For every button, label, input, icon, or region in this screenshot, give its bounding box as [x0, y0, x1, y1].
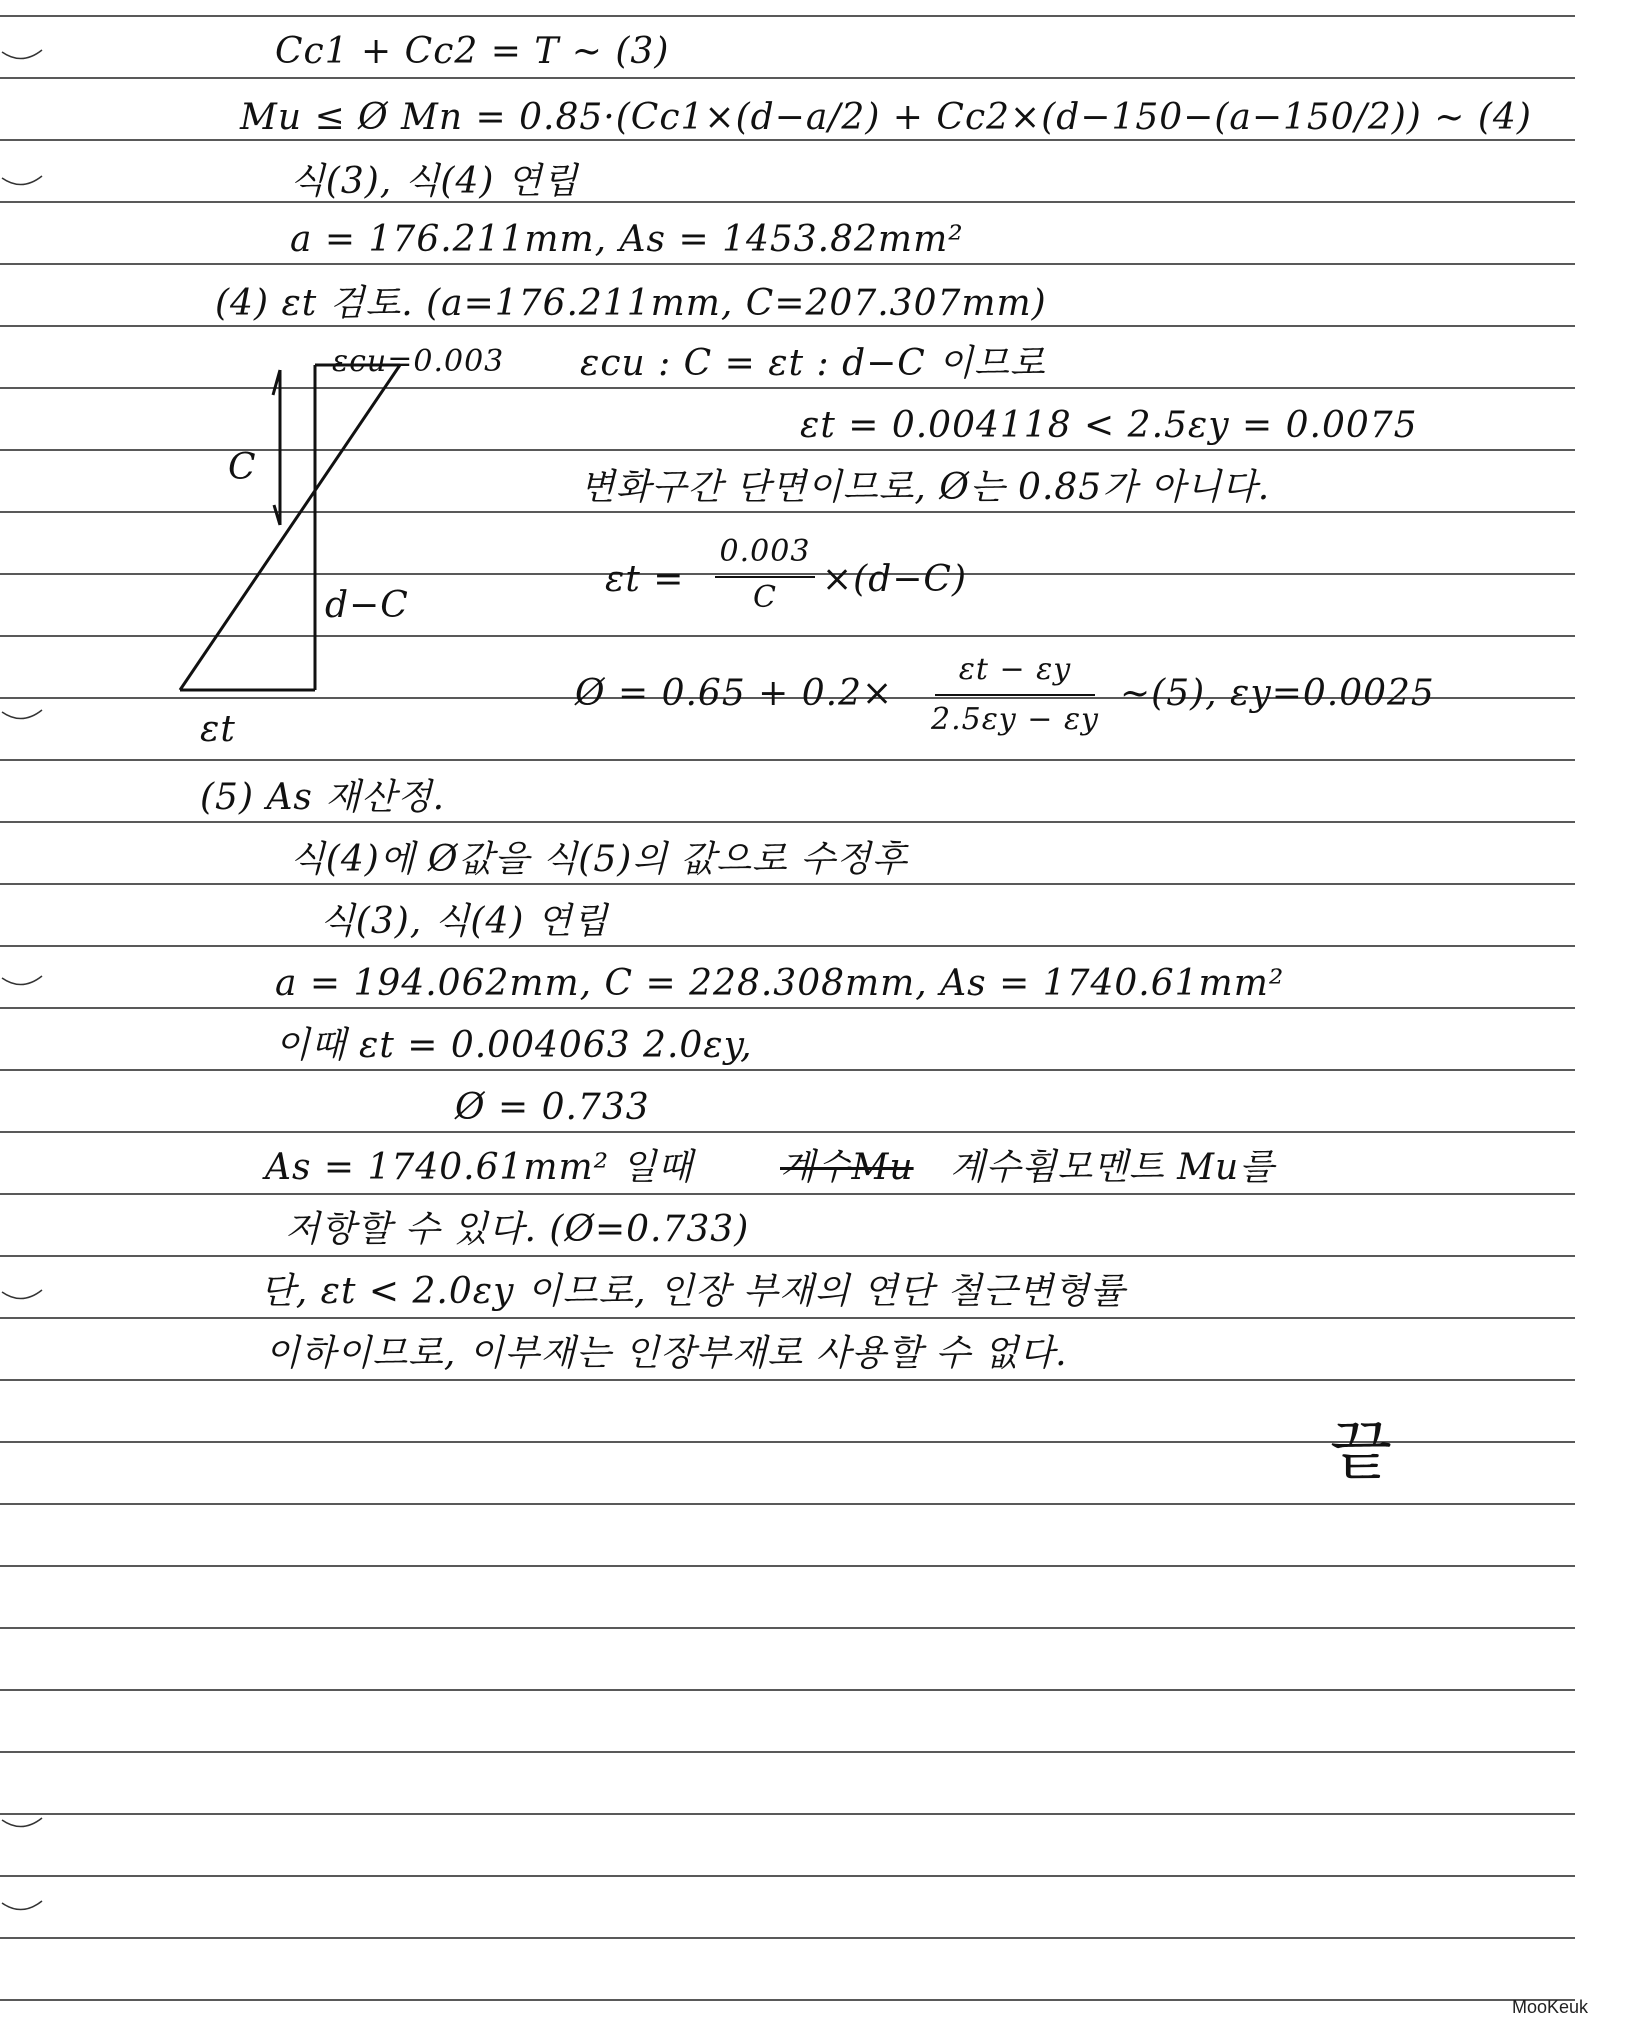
note-line-9: (5) As 재산정.	[200, 777, 446, 818]
eq-et-rhs: ×(d−C)	[822, 559, 968, 600]
note-line-8: 변화구간 단면이므로, Ø는 0.85가 아니다.	[580, 467, 1271, 508]
note-line-14: Ø = 0.733	[455, 1087, 650, 1128]
d-minus-c-label: d−C	[325, 585, 409, 626]
note-line-7: εt = 0.004118 < 2.5εy = 0.0075	[800, 405, 1418, 446]
eq-phi-denominator: 2.5εy − εy	[930, 702, 1099, 737]
c-dimension-label: C	[228, 447, 257, 488]
eq-phi-lhs: Ø = 0.65 + 0.2×	[575, 673, 894, 714]
note-line-11: 식(3), 식(4) 연립	[320, 901, 609, 942]
eq-phi-numerator: εt − εy	[958, 652, 1072, 687]
eq-et-denominator: C	[753, 580, 777, 615]
note-line-16: 저항할 수 있다. (Ø=0.733)	[285, 1209, 750, 1250]
notebook-brand: MooKeuk	[1511, 1997, 1588, 2017]
struck-text: 계수Mu	[780, 1147, 914, 1188]
note-line-17: 단, εt < 2.0εy 이므로, 인장 부재의 연단 철근변형률	[260, 1271, 1126, 1312]
note-line-6: εcu : C = εt : d−C 이므로	[580, 343, 1046, 384]
eq-phi-fraction-bar	[935, 694, 1095, 696]
note-line-12: a = 194.062mm, C = 228.308mm, As = 1740.61mm²	[275, 963, 1285, 1004]
et-label: εt	[200, 709, 236, 750]
note-line-3: 식(3), 식(4) 연립	[290, 161, 579, 202]
note-line-13: 이때 εt = 0.004063 2.0εy,	[275, 1025, 753, 1066]
note-line-1: Cc1 + Cc2 = T ~ (3)	[275, 31, 670, 72]
eq-et-lhs: εt =	[605, 559, 685, 600]
end-mark: 끝	[1330, 1415, 1392, 1489]
note-line-15a: As = 1740.61mm² 일때	[265, 1147, 694, 1188]
note-line-2: Mu ≤ Ø Mn = 0.85·(Cc1×(d−a/2) + Cc2×(d−150−(a−150/2)) ~ (4)	[240, 97, 1532, 138]
note-line-5: (4) εt 검토. (a=176.211mm, C=207.307mm)	[215, 283, 1047, 324]
eq-et-numerator: 0.003	[719, 534, 811, 569]
ecu-label: εcu=0.003	[332, 344, 505, 379]
note-line-15b: 계수휨모멘트 Mu를	[950, 1147, 1275, 1188]
note-line-4: a = 176.211mm, As = 1453.82mm²	[290, 219, 964, 260]
note-line-18: 이하이므로, 이부재는 인장부재로 사용할 수 없다.	[265, 1333, 1068, 1374]
note-line-10: 식(4)에 Ø값을 식(5)의 값으로 수정후	[290, 839, 908, 880]
strain-diagram	[170, 365, 470, 765]
eq-phi-rhs: ~(5), εy=0.0025	[1120, 673, 1435, 714]
